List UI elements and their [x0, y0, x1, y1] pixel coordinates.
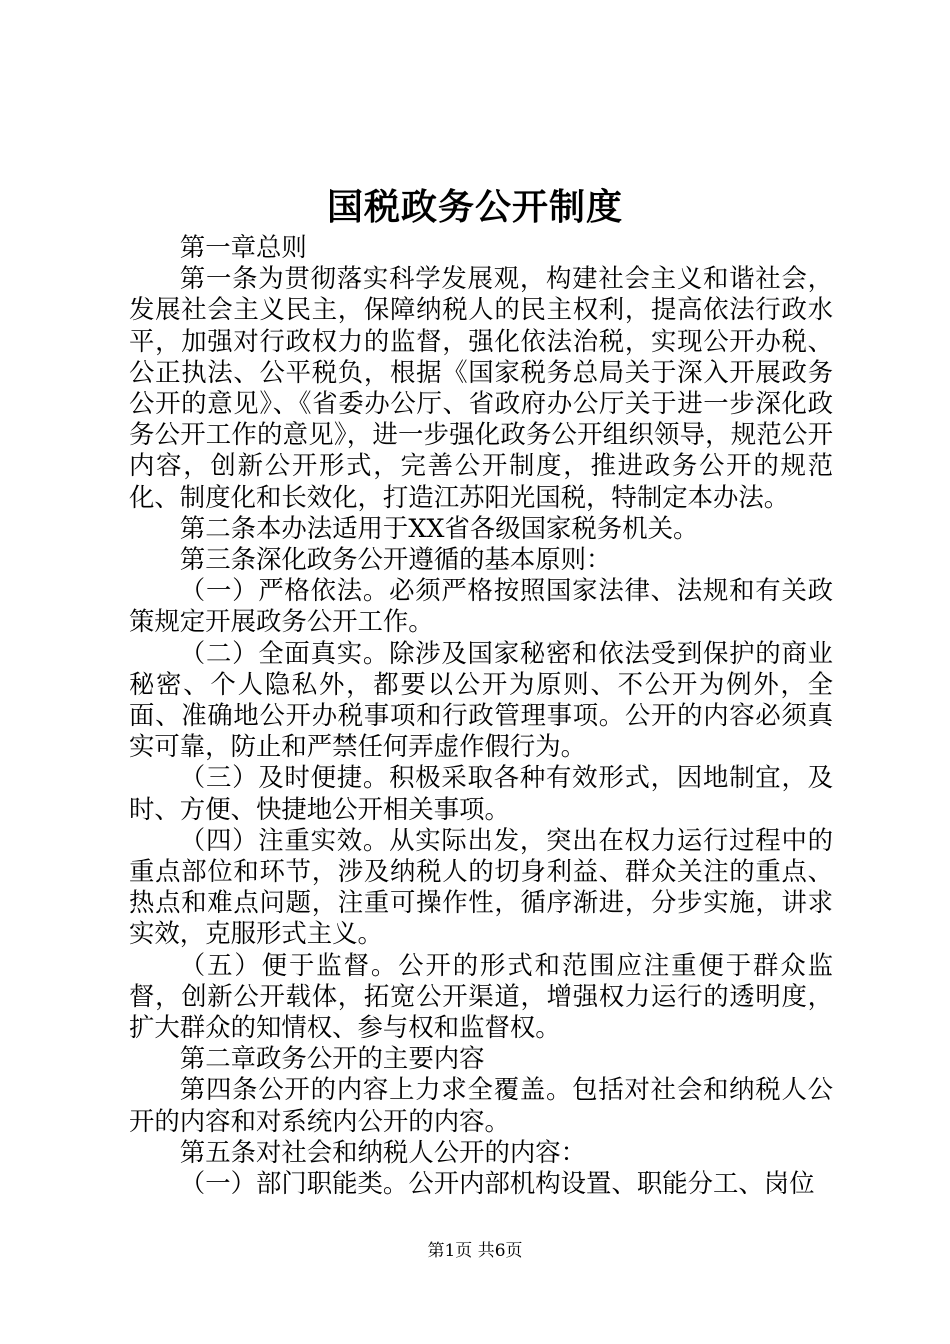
paragraph: 第二章政务公开的主要内容 [179, 1043, 485, 1074]
paragraph: （三）及时便捷。积极采取各种有效形式，因地制宜，及时、方便、快捷地公开相关事项。 [129, 762, 833, 824]
paragraph: （一）严格依法。必须严格按照国家法律、法规和有关政策规定开展政务公开工作。 [129, 575, 833, 637]
paragraph: 第四条公开的内容上力求全覆盖。包括对社会和纳税人公开的内容和对系统内公开的内容。 [129, 1074, 833, 1136]
paragraph: （四）注重实效。从实际出发，突出在权力运行过程中的重点部位和环节，涉及纳税人的切身利益、群众关注的重点、热点和难点问题，注重可操作性，循序渐进，分步实施，讲求实效，克服形式主义。 [129, 824, 833, 949]
page-footer: 第1页 共6页 [427, 1241, 523, 1261]
paragraph: （五）便于监督。公开的形式和范围应注重便于群众监督，创新公开载体，拓宽公开渠道，增强权力运行的透明度，扩大群众的知情权、参与权和监督权。 [129, 949, 833, 1043]
paragraph: 第一条为贯彻落实科学发展观，构建社会主义和谐社会，发展社会主义民主，保障纳税人的民主权利，提高依法行政水平，加强对行政权力的监督，强化依法治税，实现公开办税、公正执法、公平税负，根据《国家税务总局关于深入开展政务公开的意见》、《省委办公厅、省政府办公厅关于进一步深化政务公开工作的意见》，进一步强化政务公开组织领导，规范公开内容，创新公开形式，完善公开制度，推进政务公开的规范化、制度化和长效化，打造江苏阳光国税，特制定本办法。 [129, 263, 833, 512]
paragraph: 第五条对社会和纳税人公开的内容： [179, 1136, 587, 1167]
paragraph: （二）全面真实。除涉及国家秘密和依法受到保护的商业秘密、个人隐私外，都要以公开为原则、不公开为例外，全面、准确地公开办税事项和行政管理事项。公开的内容必须真实可靠，防止和严禁任何弄虚作假行为。 [129, 637, 833, 762]
document-body [129, 232, 833, 1199]
paragraph: 第二条本办法适用于XX省各级国家税务机关。 [179, 512, 699, 543]
document-title: 国税政务公开制度 [326, 186, 623, 228]
paragraph: （一）部门职能类。公开内部机构设置、职能分工、岗位 [179, 1168, 815, 1199]
paragraph: 第一章总则 [179, 232, 307, 262]
paragraph: 第三条深化政务公开遵循的基本原则： [179, 544, 612, 575]
